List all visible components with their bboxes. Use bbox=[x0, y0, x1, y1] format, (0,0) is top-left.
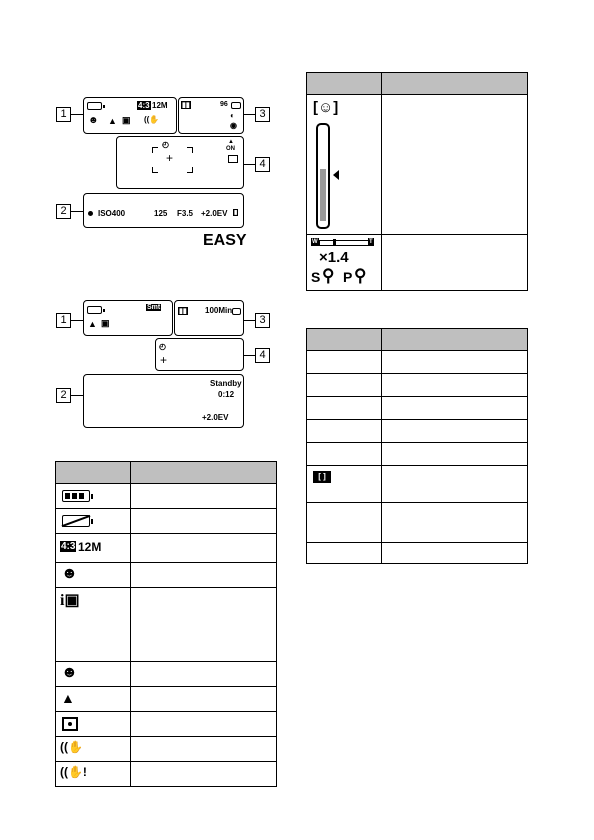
crosshair-icon-2: + bbox=[160, 353, 168, 367]
resolution-text: 12M bbox=[152, 101, 168, 110]
scene-icon: ▲ bbox=[108, 116, 117, 126]
card-icon-2 bbox=[232, 308, 241, 315]
steadyshot-icon: ((✋ bbox=[144, 115, 160, 124]
right-table2-header-icon bbox=[307, 329, 382, 351]
battery-empty-icon bbox=[62, 515, 90, 527]
on-icon: ON bbox=[226, 146, 235, 152]
scene-icon-2: ▲ bbox=[88, 319, 97, 329]
marker-4: 4 bbox=[255, 157, 270, 172]
table-row bbox=[56, 662, 131, 687]
table-row bbox=[307, 95, 382, 235]
memory-icon-2: ▮▮ bbox=[179, 308, 187, 315]
table-row bbox=[56, 563, 131, 588]
sensitivity-pointer-icon bbox=[333, 170, 339, 180]
af-frame-icon: [ ] bbox=[313, 471, 331, 483]
right-table1-header-icon bbox=[307, 73, 382, 95]
face-detect-icon: ☻ bbox=[88, 115, 99, 126]
self-timer-icon-2: ◴ bbox=[159, 342, 166, 351]
battery-icon bbox=[87, 102, 102, 110]
table-row bbox=[56, 534, 131, 563]
steadyshot-on-icon: ((✋ bbox=[60, 740, 83, 754]
face-detect-icon-alt: ☻ bbox=[61, 664, 78, 681]
screen2-panel-4 bbox=[155, 338, 244, 371]
table-row bbox=[307, 397, 382, 420]
table-row bbox=[307, 466, 382, 503]
zoom-bar-icon: W T bbox=[312, 239, 373, 245]
aperture-text: F3.5 bbox=[177, 209, 194, 218]
table-row bbox=[307, 351, 382, 374]
table-row bbox=[307, 235, 382, 291]
right-mode-table bbox=[306, 328, 528, 564]
marker-4b: 4 bbox=[255, 348, 270, 363]
table-row bbox=[56, 484, 131, 509]
left-table-header-icon bbox=[56, 462, 131, 484]
screen1-panel-1 bbox=[83, 97, 177, 134]
ev-text-2: +2.0EV bbox=[202, 413, 229, 422]
shutter-text: 125 bbox=[154, 209, 168, 218]
screen2-panel-2 bbox=[83, 374, 244, 428]
scene-mountain-icon: ▲ bbox=[61, 690, 75, 706]
marker-1b: 1 bbox=[56, 313, 71, 328]
self-timer-icon: ◴ bbox=[162, 140, 169, 149]
marker-3b: 3 bbox=[255, 313, 270, 328]
table-row bbox=[56, 762, 131, 787]
card-icon bbox=[231, 102, 241, 109]
smile-level-bar bbox=[316, 123, 330, 229]
afillum-icon: ▲ bbox=[228, 139, 234, 145]
left-table-header-desc bbox=[131, 462, 277, 484]
marker-1: 1 bbox=[56, 107, 71, 122]
ratio-icon: 4:3 bbox=[138, 101, 150, 110]
metering-icon-2: ▣ bbox=[101, 318, 110, 328]
screen2-panel-3 bbox=[174, 300, 244, 336]
flash-off-icon: ◐ bbox=[230, 111, 235, 120]
ev-text: +2.0EV bbox=[201, 209, 228, 218]
quality-icon: 96 bbox=[220, 101, 228, 108]
face-detect-icon-big: ☻ bbox=[61, 565, 78, 582]
resolution-text-big: 12M bbox=[78, 540, 102, 554]
smart-mode-icon: Smt bbox=[147, 304, 161, 311]
memory-icon: ▮▮ bbox=[182, 102, 190, 109]
table-row bbox=[307, 443, 382, 466]
left-icon-table bbox=[55, 461, 277, 787]
right-table2-header-desc bbox=[382, 329, 528, 351]
easy-label: EASY bbox=[203, 232, 247, 249]
screen1-panel-4 bbox=[116, 136, 244, 189]
marker-2: 2 bbox=[56, 204, 71, 219]
table-row bbox=[307, 374, 382, 397]
smile-shutter-icon: [☺] bbox=[313, 99, 339, 116]
table-row bbox=[56, 712, 131, 737]
crosshair-icon: + bbox=[166, 151, 174, 165]
af-lock-icon bbox=[88, 211, 93, 216]
battery-icon-2 bbox=[87, 306, 102, 314]
iso-text: ISO400 bbox=[98, 209, 126, 218]
steadyshot-warning-icon: ((✋! bbox=[60, 765, 87, 779]
marker-2b: 2 bbox=[56, 388, 71, 403]
precision-zoom-label: P bbox=[343, 269, 353, 285]
right-zoom-table bbox=[306, 72, 528, 291]
redeye-icon: ◉ bbox=[230, 121, 237, 130]
time-text: 0:12 bbox=[218, 390, 235, 399]
smart-zoom-label: S bbox=[311, 269, 321, 285]
zoom-value: ×1.4 bbox=[319, 249, 349, 266]
marker-3: 3 bbox=[255, 107, 270, 122]
screen1-panel-2 bbox=[83, 193, 244, 228]
remaining-text: 100Min bbox=[205, 306, 233, 315]
info-camera-icon: i▣ bbox=[60, 592, 80, 609]
spot-metering-icon bbox=[62, 717, 78, 731]
table-row bbox=[56, 737, 131, 762]
table-row bbox=[307, 543, 382, 564]
precision-zoom-icon: ⚲ bbox=[354, 266, 367, 285]
hist-icon: ▮ bbox=[234, 210, 238, 216]
metering-icon: ▣ bbox=[122, 115, 131, 125]
display-icon bbox=[228, 155, 238, 163]
table-row bbox=[56, 509, 131, 534]
table-row bbox=[307, 420, 382, 443]
smart-zoom-icon: ⚲ bbox=[322, 266, 335, 285]
table-row bbox=[307, 503, 382, 543]
standby-text: Standby bbox=[210, 379, 242, 388]
screen2-panel-1 bbox=[83, 300, 173, 336]
table-row bbox=[56, 588, 131, 662]
screen1-panel-3 bbox=[178, 97, 244, 134]
battery-full-icon bbox=[62, 490, 90, 502]
ratio-icon-big: 4:3 bbox=[61, 541, 76, 552]
table-row bbox=[56, 687, 131, 712]
right-table1-header-desc bbox=[382, 73, 528, 95]
